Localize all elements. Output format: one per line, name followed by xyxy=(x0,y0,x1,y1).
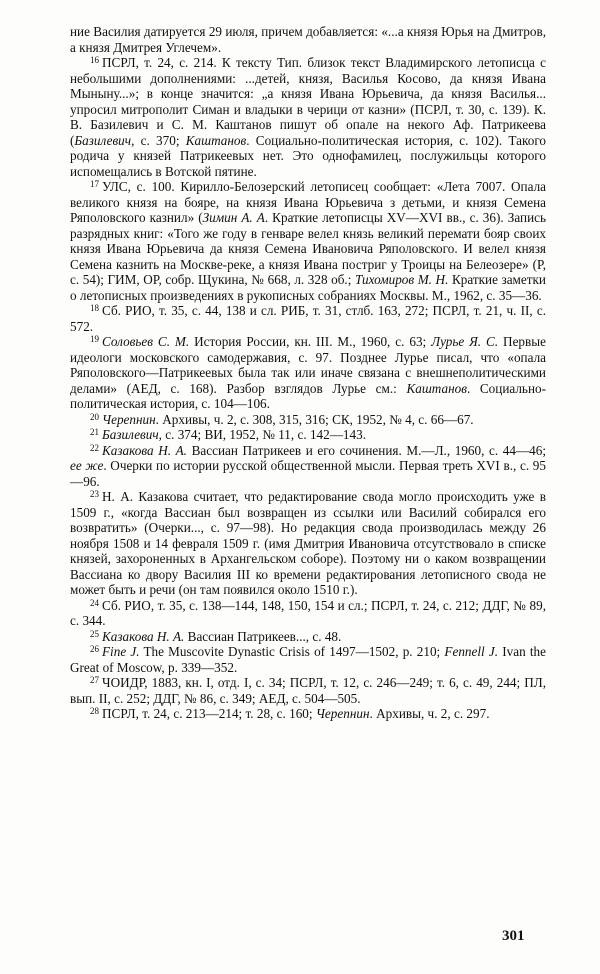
footnote-number: 24 xyxy=(90,597,99,608)
footnote-number: 19 xyxy=(90,334,99,344)
author-name: Базилевич xyxy=(102,427,159,442)
page-number: 301 xyxy=(502,928,525,944)
footnote-text: . Социально-политическая история, с. 102). Такого родича у князей Патрикеевых нет. Это однофамилец, послужильцы которого испомещались в Вотской пятине. xyxy=(70,132,546,179)
footnote-text: Н. А. Казакова считает, что редактирование свода могло происходить уже в 1509 г., «когда Вассиан был возвращен из ссылки или Василий собирался его возвратить» (Очерки..., с. 97—98). Но редакция свода производилась между 26 ноября 1508 и 14 февраля 1509 г. (имя Дмитрия Ивановича отсутствовало в списке князей, захороненных в Архангельском соборе). Поэтому ни о каком возвращении Вассиана ко двору Василия III ко времени редактирования летописного свода не может быть и речи (он там появился около 1510 г.). xyxy=(70,489,546,597)
author-name: Fennell J. xyxy=(444,644,499,659)
footnote-number: 16 xyxy=(90,55,99,65)
footnote-text: Вассиан Патрикеев и его сочинения. М.—Л., 1960, с. 44—46; xyxy=(186,442,546,458)
footnote-number: 21 xyxy=(90,427,99,437)
footnote-text: ЧОИДР, 1883, кн. I, отд. I, с. 34; ПСРЛ, т. 12, с. 246—249; т. 6, с. 49, 244; ПЛ, вып. II, с. 252; ДДГ, № 86, с. 349; АЕД, с. 504—505. xyxy=(70,675,546,706)
footnote-text: . Социально-политическая история, с. 104—106. xyxy=(70,380,546,411)
footnote-17 xyxy=(70,179,546,303)
footnote-text: ПСРЛ, т. 24, с. 214. К тексту Тип. близок текст Владимирского летописца с небольшими дополнениями: ...детей, князя, Василья Косово, да князя Ивана Мыныну...»; в конце значится: „а князя Ивана Юрьевича, да князя Василья... упросил митрополит Симан и владыки в черици от казни» (ПСРЛ, т. 30, с. 139). К. В. Базилевич и С. М. Каштанов пишут об опале на некого Аф. Патрикеева ( xyxy=(70,55,546,148)
footnote-text: Сб. РИО, т. 35, с. 44, 138 и сл. РИБ, т. 31, стлб. 163, 272; ПСРЛ, т. 21, ч. II, с. 572. xyxy=(70,303,546,334)
footnote-text: , с. 374; ВИ, 1952, № 11, с. 142—143. xyxy=(158,427,366,442)
footnotes xyxy=(70,24,546,722)
footnote-24 xyxy=(70,598,546,629)
author-name: Базилевич xyxy=(74,132,132,148)
footnote-text: Ivan the Great of Moscow, p. 339—352. xyxy=(70,644,546,675)
author-name: Каштанов xyxy=(406,380,467,396)
footnote-23 xyxy=(70,489,546,598)
author-name: Fine J. xyxy=(102,644,140,659)
footnote-21 xyxy=(70,427,546,443)
footnote-text: История России, кн. III. М., 1960, с. 63; xyxy=(189,334,432,349)
footnote-number: 23 xyxy=(90,489,99,499)
footnote-28 xyxy=(70,706,546,722)
author-name: Зимин А. А xyxy=(202,210,265,225)
footnote-number: 26 xyxy=(90,644,99,654)
footnote-text: . Архивы, ч. 2, с. 308, 315, 316; СК, 1952, № 4, с. 66—67. xyxy=(155,411,474,427)
footnote-number: 18 xyxy=(90,303,99,313)
footnote-text: , с. 370; xyxy=(131,132,186,148)
footnote-text: . Архивы, ч. 2, с. 297. xyxy=(369,706,490,721)
author-name: Тихомиров М. Н. xyxy=(354,272,449,287)
footnote-text: ПСРЛ, т. 24, с. 213—214; т. 28, с. 160; xyxy=(102,706,316,721)
footnote-text: The Muscovite Dynastic Crisis of 1497—1502, p. 210; xyxy=(139,644,445,659)
author-name: Черепнин xyxy=(315,706,370,721)
footnote-number: 17 xyxy=(90,179,99,189)
footnote-text: Вассиан Патрикеев..., с. 48. xyxy=(184,628,342,644)
footnote-16 xyxy=(70,55,546,179)
author-name: Лурье Я. С. xyxy=(431,334,499,349)
footnote-text: ние Василия датируется 29 июля, причем добавляется: «...а князя Юрья на Дмитров, а князя Дмитрея Углечем». xyxy=(70,24,546,55)
author-name: Казакова Н. А. xyxy=(102,442,187,458)
footnote-number: 25 xyxy=(90,628,99,639)
footnote-19 xyxy=(70,334,546,412)
author-name: Казакова Н. А. xyxy=(102,628,185,644)
footnote-text: . Краткие летописцы XV—XVI вв., с. 36). Запись разрядных книг: «Того же году в генваре велел князь великий перемати бояр своих князя Ивана Юрьевича да князя Семена Ивановича Ряполовского. И велел князя Семена казнить на Москве-реке, а князя Ивана постриг у Троицы на Белеозере» (Р, с. 54); ГИМ, ОР, собр. Щукина, № 668, л. 328 об.; xyxy=(70,210,547,287)
footnote-25 xyxy=(70,629,546,645)
footnote-text: . Очерки по истории русской общественной мысли. Первая треть XVI в., с. 95—96. xyxy=(70,458,546,489)
author-name: Соловьев С. М. xyxy=(102,334,190,349)
footnote-text: Краткие заметки о летописных произведениях в рукописных собраниях Москвы. М., 1962, с. 35—36. xyxy=(70,272,546,303)
footnote-text: Сб. РИО, т. 35, с. 138—144, 148, 150, 154 и сл.; ПСРЛ, т. 24, с. 212; ДДГ, № 89, с. 344. xyxy=(70,597,546,628)
footnote-18 xyxy=(70,303,546,334)
author-name: Черепнин xyxy=(102,411,156,427)
footnote-number: 20 xyxy=(90,411,99,422)
footnote-26 xyxy=(70,644,546,675)
footnote-number: 27 xyxy=(90,675,99,685)
footnote-text: УЛС, с. 100. Кирилло-Белозерский летописец сообщает: «Лета 7007. Опала великого князя на бояре, на князя Ивана Юрьевича з детьми, и князя Семена Ряполовского казнил» ( xyxy=(70,179,546,225)
footnote-22 xyxy=(70,443,546,490)
footnote-continuation xyxy=(70,24,546,55)
author-name: ее же xyxy=(70,458,104,473)
footnote-number: 28 xyxy=(90,706,99,716)
footnote-20 xyxy=(70,412,546,428)
footnote-text: Первые идеологи московского самодержавия, с. 97. Позднее Лурье писал, что «опала Ряполовского—Патрикеевых была так или иначе связана с внешнеполитическими делами» (АЕД, с. 168). Разбор взглядов Лурье см.: xyxy=(70,334,546,396)
footnote-27 xyxy=(70,675,546,706)
author-name: Каштанов xyxy=(185,132,247,148)
footnote-number: 22 xyxy=(90,442,99,453)
